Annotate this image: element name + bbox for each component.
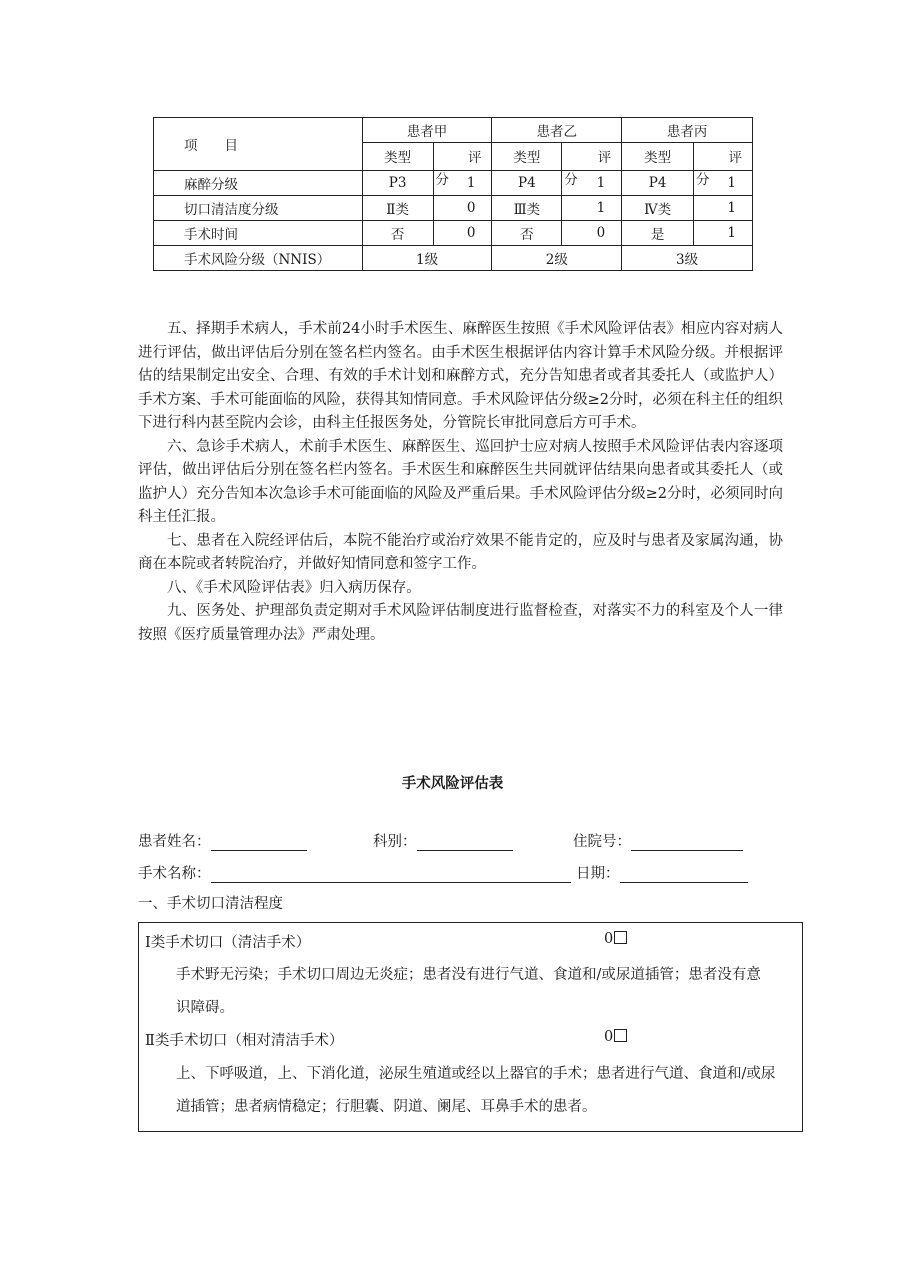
surgery-name-label: 手术名称： — [138, 866, 211, 882]
class1-desc-line2: 识障碍。 — [176, 1000, 234, 1016]
score-header-top: 评 — [467, 150, 482, 166]
type-header: 类型 — [622, 143, 694, 171]
score-header — [694, 143, 753, 188]
department-label: 科别： — [373, 834, 417, 850]
score-header-bottom: 分 — [696, 172, 710, 188]
score-header — [562, 143, 622, 188]
class2-score — [604, 1029, 627, 1045]
class2-desc-line2: 道插管；患者病情稳定；行胆囊、阴道、阑尾、耳鼻手术的患者。 — [176, 1099, 597, 1115]
surgery-name-row — [138, 862, 571, 883]
row-label: 切口清洁度分级 — [154, 196, 363, 221]
patient-header: 患者甲 — [362, 118, 492, 143]
score-header-bottom: 分 — [435, 172, 450, 188]
table-row — [154, 171, 753, 196]
patient-header: 患者丙 — [622, 118, 753, 143]
date-field[interactable] — [620, 866, 748, 883]
nnis-value: 3级 — [622, 246, 753, 271]
cell: 0 — [433, 196, 492, 221]
cell: 1 — [562, 196, 622, 221]
class1-score — [604, 931, 627, 947]
class2-desc-line1: 上、下呼吸道，上、下消化道，泌尿生殖道或经以上器官的手术；患者进行气道、食道和/或尿 — [176, 1066, 776, 1082]
class1-checkbox[interactable] — [614, 931, 627, 944]
cell: 1 — [694, 196, 753, 221]
cell: P4 — [492, 171, 562, 196]
form-title: 手术风险评估表 — [401, 776, 504, 792]
cell: 否 — [492, 221, 562, 246]
nnis-label: 手术风险分级（NNIS） — [154, 246, 363, 271]
row-label: 手术时间 — [154, 221, 363, 246]
type-header: 类型 — [362, 143, 433, 171]
paragraph-7: 七、患者在入院经评估后，本院不能治疗或治疗效果不能肯定的，应及时与患者及家属沟通，协商在本院或者转院治疗，并做好知情同意和签字工作。 — [138, 532, 783, 572]
cell: 否 — [362, 221, 433, 246]
patient-name-field[interactable] — [211, 834, 307, 851]
cell: 1 — [694, 221, 753, 246]
class1-score-value: 0 — [604, 931, 614, 947]
paragraph-5: 五、择期手术病人，手术前24小时手术医生、麻醉医生按照《手术风险评估表》相应内容对病人进行评估，做出评估后分别在签名栏内签名。由手术医生根据评估内容计算手术风险分级。并根据评估的结果制定出安全、合理、有效的手术计划和麻醉方式，充分告知患者或者其委托人（或监护人）手术方案、手术可能面临的风险，获得其知情同意。手术风险评估分级≥2分时，必须在科主任的组织下进行科内甚至院内会诊，由科主任报医务处，分管院长审批同意后方可手术。 — [138, 321, 783, 431]
incision-class-box — [138, 922, 803, 1132]
score-header-top: 评 — [597, 150, 612, 166]
nnis-value: 1级 — [362, 246, 492, 271]
cell: Ⅲ类 — [492, 196, 562, 221]
date-row — [576, 862, 748, 883]
cell: P3 — [362, 171, 433, 196]
cell: 1 — [694, 171, 753, 196]
admission-no-field[interactable] — [631, 834, 743, 851]
type-header: 类型 — [492, 143, 562, 171]
patient-name-row — [138, 830, 307, 851]
nnis-value: 2级 — [492, 246, 622, 271]
score-header-bottom: 分 — [564, 172, 578, 188]
table-row — [154, 196, 753, 221]
table-row — [154, 221, 753, 246]
cell: P4 — [622, 171, 694, 196]
cell: 是 — [622, 221, 694, 246]
cell: Ⅱ类 — [362, 196, 433, 221]
patient-name-label: 患者姓名： — [138, 834, 211, 850]
class1-title: Ⅰ类手术切口（清洁手术） — [145, 935, 311, 951]
row-label: 麻醉分级 — [154, 171, 363, 196]
paragraph-8: 八、《手术风险评估表》归入病历保存。 — [167, 579, 421, 596]
section-1-title: 一、手术切口清洁程度 — [138, 896, 283, 912]
cell: 0 — [433, 221, 492, 246]
rules-text — [138, 318, 783, 647]
cell: 1 — [562, 171, 622, 196]
risk-example-table — [153, 117, 753, 271]
surgery-name-field[interactable] — [211, 866, 571, 883]
class2-checkbox[interactable] — [614, 1029, 627, 1042]
class2-score-value: 0 — [604, 1029, 614, 1045]
paragraph-6: 六、急诊手术病人，术前手术医生、麻醉医生、巡回护士应对病人按照手术风险评估表内容逐项评估，做出评估后分别在签名栏内签名。手术医生和麻醉医生共同就评估结果向患者或其委托人（或监护人）充分告知本次急诊手术可能面临的风险及严重后果。手术风险评估分级≥2分时，必须同时向科主任汇报。 — [138, 438, 783, 525]
class1-desc-line1: 手术野无污染；手术切口周边无炎症；患者没有进行气道、食道和/或尿道插管；患者没有意 — [176, 967, 761, 983]
patient-header: 患者乙 — [492, 118, 622, 143]
cell: Ⅳ类 — [622, 196, 694, 221]
cell: 1 — [433, 171, 492, 196]
department-field[interactable] — [417, 834, 513, 851]
score-header — [433, 143, 492, 188]
paragraph-9: 九、医务处、护理部负责定期对手术风险评估制度进行监督检查，对落实不力的科室及个人一律按照《医疗质量管理办法》严肃处理。 — [138, 603, 783, 643]
admission-no-label: 住院号： — [573, 834, 631, 850]
date-label: 日期： — [576, 866, 620, 882]
cell: 0 — [562, 221, 622, 246]
score-header-top: 评 — [728, 150, 742, 166]
header-item-cell: 项 目 — [154, 118, 363, 171]
table-row — [154, 246, 753, 271]
class2-title: Ⅱ类手术切口（相对清洁手术） — [145, 1033, 344, 1049]
department-row — [373, 830, 513, 851]
admission-no-row — [573, 830, 743, 851]
